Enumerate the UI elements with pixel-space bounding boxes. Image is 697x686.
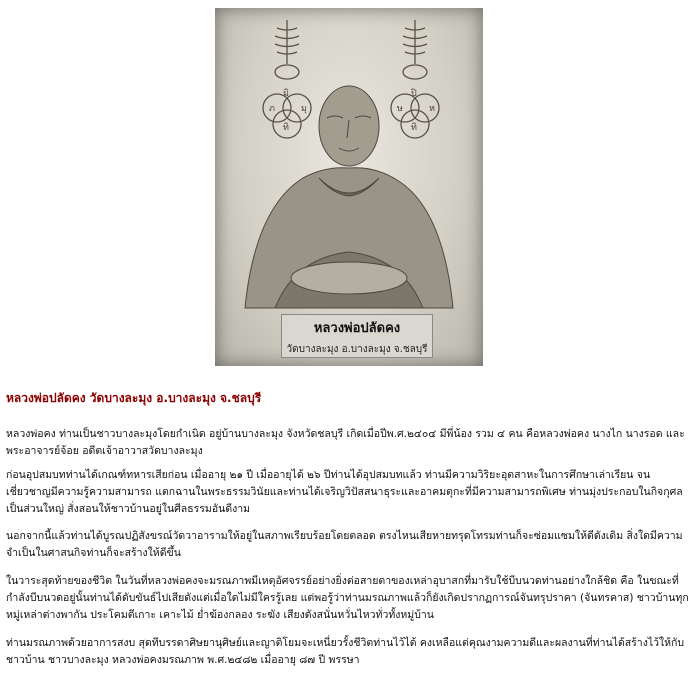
photo-caption <box>281 314 433 358</box>
article-paragraph: ก่อนอุปสมบทท่านได้เกณฑ์ทหารเสียก่อน เมื่ออายุ ๒๑ ปี เมื่ออายุได้ ๒๖ ปีท่านได้อุปสมบทแล้ว ท่านมีความวิริยะอุตสาหะในการศึกษาเล่าเรียน จนเชี่ยวชาญมีความรู้ความสามารถ แตกฉานในพระธรรมวินัยและท่านได้เจริญวิปัสสนาธุระและอาคมตุกะที่มีความสามารถพิเศษ ท่านมุ่งประกอบในกิจกุศลเป็นส่วนใหญ่ สั่งสอนให้ชาวบ้านอยู่ในศีลธรรมอันดีงาม <box>6 469 683 515</box>
yantra-letter: มิ <box>283 89 289 99</box>
photo-caption-title: หลวงพ่อปลัดคง <box>313 321 401 336</box>
yantra-letter: ภ <box>269 104 275 114</box>
article-paragraph: ท่านมรณภาพด้วยอาการสงบ สุดทีบรรดาศิษยานุศิษย์และญาติโยมจะเหนี่ยวรั้งชีวิตท่านไว้ได้ คงเหลือแต่คุณงามความดีและผลงานที่ท่านได้สร้างไว้ให้กับชาวบ้าน ชาวบางละมุง หลวงพ่อคงมรณภาพ พ.ศ.๒๔๘๒ เมื่ออายุ ๘๗ ปี พรรษา <box>6 637 685 666</box>
yantra-letter: ษ <box>397 104 403 114</box>
monk-illustration <box>215 8 483 366</box>
yantra-letter: ห <box>429 104 435 114</box>
article-title: หลวงพ่อปลัดคง วัดบางละมุง อ.บางละมุง จ.ชลบุรี <box>6 391 262 405</box>
yantra-letter: ปิ <box>411 89 417 99</box>
monk-figure <box>245 86 453 308</box>
article-paragraph: หลวงพ่อคง ท่านเป็นชาวบางละมุงโดยกำเนิด อยู่บ้านบางละมุง จังหวัดชลบุรี เกิดเมื่อปีพ.ศ.๒๔๐๔ มีพี่น้อง รวม ๔ คน คือหลวงพ่อคง นางไก นางรอด และพระอาจารย์จ้อย อดีตเจ้าอาวาสวัดบางละมุง <box>6 428 685 457</box>
monk-photo <box>215 8 483 366</box>
article-paragraph: ในวาระสุดท้ายของชีวิต ในวันที่หลวงพ่อคงจะมรณภาพมีเหตุอัศจรรย์อย่างยิ่งต่อสายตาของเหล่าอุบาสกที่มารับใช้บีบนวดท่านอย่างใกล้ชิด คือ ในขณะที่กำลังบีบนวดอยู่นั้นท่านได้ดับขันธ์ไปเสียดังแต่เมื่อใดไม่มีใครรู้เลย แต่พอรู้ว่าท่านมรณภาพแล้วก็ยังเกิดปรากฏการณ์จันทรุปราคา (จันทรคาส) ชาวบ้านทุกหมู่เหล่าต่างพากัน ประโคมตีเกาะ เคาะไม้ ย่ำฆ้องกลอง ระฆัง เสียงดังสนั่นหวั่นไหวทั่วทั้งหมู่บ้าน <box>6 575 689 621</box>
article-paragraph: นอกจากนี้แล้วท่านได้บูรณปฏิสังขรณ์วัดวาอารามให้อยู่ในสภาพเรียบร้อยโดยตลอด ตรงไหนเสียหายทรุดโทรมท่านก็จะซ่อมแซมให้ดีดังเดิม สิ่งใดมีความจำเป็นในศาสนกิจท่านก็จะสร้างให้ดีขึ้น <box>6 530 683 559</box>
yantra-letter: ทิ <box>411 123 417 133</box>
yantra-letter: มุ <box>301 104 307 114</box>
photo-caption-subtitle: วัดบางละมุง อ.บางละมุง จ.ชลบุรี <box>286 344 428 355</box>
yantra-letter: ทิ <box>283 123 289 133</box>
right-yantra-icon <box>391 20 439 138</box>
left-yantra-icon <box>263 20 311 138</box>
